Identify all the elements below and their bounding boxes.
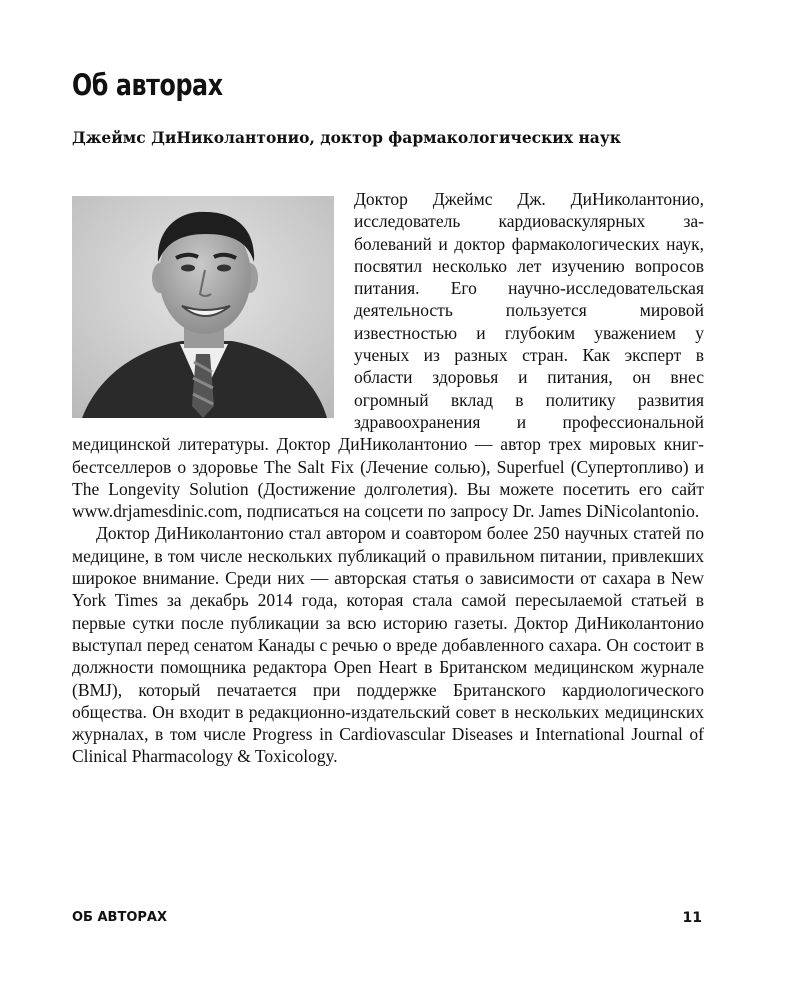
- author-heading: Джеймс ДиНиколантонио, доктор фармакологических наук: [72, 128, 621, 147]
- body-text: [72, 188, 704, 768]
- author-portrait-image: [72, 196, 334, 418]
- section-title: Об авторах: [72, 68, 223, 102]
- paragraph-1: Доктор Джеймс Дж. ДиНиколантонио, исследователь кардиоваскулярных заболеваний и доктор фармакологических наук, посвятил несколько лет изучению вопросов питания. Его научно-исследовательская деятельность пользуется мировой известностью и глубоким уважением у ученых из разных стран. Как эксперт в области здоровья и питания, он внес огромный вклад в политику развития здравоохранения и профессиональной медицинской литературы. Доктор ДиНиколантонио — автор трех мировых книг-бестселлеров о здоровье The Salt Fix (Лечение солью), Superfuel (Супертопливо) и The Longevity Solution (Достижение долголетия). Вы можете посетить его сайт www.drjamesdinic.com, подписаться на соцсети по запросу Dr. James DiNicolantonio.: [72, 189, 704, 522]
- page-number: 11: [682, 910, 702, 926]
- author-photo: [72, 196, 334, 418]
- running-footer-title: ОБ АВТОРАХ: [72, 910, 167, 925]
- paragraph-2: Доктор ДиНиколантонио стал автором и соавтором более 250 научных статей по медицине, в том числе нескольких публикаций о правильном питании, привлекших широкое внимание. Среди них — авторская статья о зависимости от сахара в New York Times за декабрь 2014 года, которая стала самой пересылаемой статьей в первые сутки после публикации за всю историю газеты. Доктор ДиНиколантонио выступал перед сенатом Канады с речью о вреде добавленного сахара. Он состоит в должности помощника редактора Open Heart в Британском медицинском журнале (BMJ), который печатается при поддержке Британского кардиологического общества. Он входит в редакционно-издательский совет в нескольких медицинских журналах, в том числе Progress in Cardiovascular Diseases и International Journal of Clinical Pharmacology & Toxicology.: [72, 523, 704, 767]
